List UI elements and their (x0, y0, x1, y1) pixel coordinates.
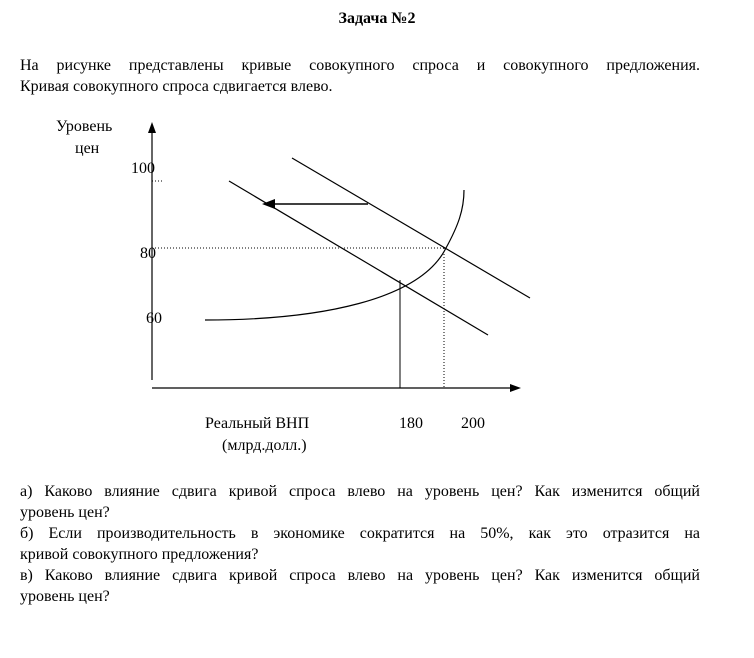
question-b-line-1: б) Если производительность в экономике сократится на 50%, как это отразится на (20, 525, 700, 542)
y-tick-80: 80 (140, 245, 156, 262)
y-axis-label-line-2: цен (75, 140, 100, 157)
y-tick-100: 100 (131, 160, 155, 177)
x-tick-180: 180 (399, 415, 423, 432)
x-tick-200: 200 (461, 415, 485, 432)
aggregate-demand-curve-original (292, 158, 530, 298)
y-axis-label-line-1: Уровень (56, 118, 113, 135)
questions (20, 481, 700, 607)
x-axis-label-line-2: (млрд.долл.) (222, 437, 307, 454)
question-b-line-2: кривой совокупного предложения? (20, 546, 259, 563)
shift-arrow-head (262, 199, 275, 209)
aggregate-supply-curve (205, 190, 464, 320)
question-c-line-2: уровень цен? (20, 588, 110, 605)
intro-line-2: Кривая совокупного спроса сдвигается влево. (20, 78, 333, 95)
question-c-line-1: в) Каково влияние сдвига кривой спроса влево на уровень цен? Как изменится общий (20, 567, 700, 584)
question-a-line-2: уровень цен? (20, 504, 110, 521)
question-a-line-1: а) Каково влияние сдвига кривой спроса влево на уровень цен? Как изменится общий (20, 483, 700, 500)
y-tick-60: 60 (146, 310, 162, 327)
x-axis-arrowhead (510, 384, 521, 392)
x-axis-label-line-1: Реальный ВНП (205, 415, 310, 432)
page-title: Задача №2 (338, 10, 416, 27)
y-axis-arrowhead (148, 122, 156, 133)
intro-line-1: На рисунке представлены кривые совокупного спроса и совокупного предложения. (20, 57, 700, 74)
